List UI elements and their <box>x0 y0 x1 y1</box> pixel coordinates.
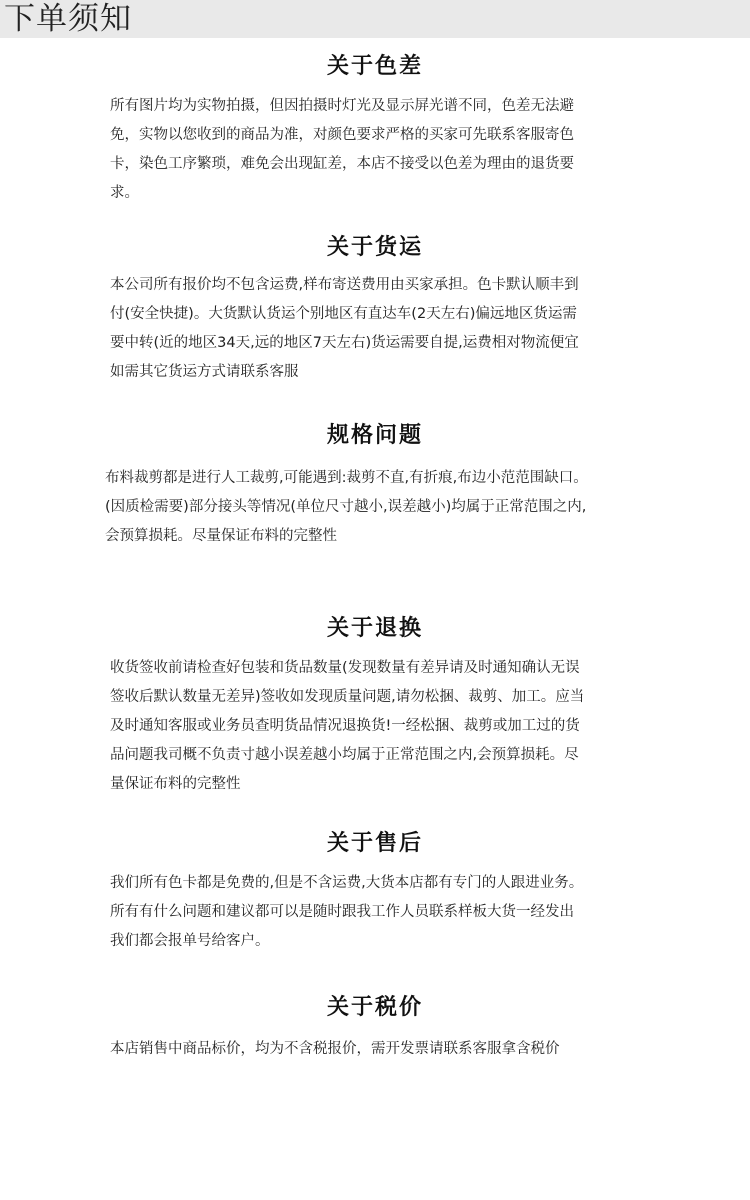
body-line: (因质检需要)部分接头等情况(单位尺寸越小,误差越小)均属于正常范围之内, <box>105 499 587 515</box>
page-title: 下单须知 <box>4 1 132 37</box>
body-line: 要中转(近的地区34天,远的地区7天左右)货运需要自提,运费相对物流便宜 <box>110 335 579 351</box>
body-line: 求。 <box>110 185 139 201</box>
body-line: 品问题我司概不负责寸越小误差越小均属于正常范围之内,会预算损耗。尽 <box>110 747 579 763</box>
body-line: 布料裁剪都是进行人工裁剪,可能遇到:裁剪不直,有折痕,布边小范范围缺口。 <box>105 470 588 486</box>
body-line: 卡，染色工序繁琐，难免会出现缸差，本店不接受以色差为理由的退货要 <box>110 156 574 172</box>
body-line: 签收后默认数量无差异)签收如发现质量问题,请勿松捆、裁剪、加工。应当 <box>110 689 585 705</box>
section-title: 规格问题 <box>326 423 423 448</box>
section-after-sales <box>12 829 738 956</box>
section-body <box>12 92 670 208</box>
section-color-difference <box>12 52 738 208</box>
body-line: 付(安全快捷)。大货默认货运个别地区有直达车(2天左右)偏远地区货运需 <box>110 306 577 322</box>
body-line: 会预算损耗。尽量保证布料的完整性 <box>105 528 337 544</box>
section-title: 关于税价 <box>326 995 423 1020</box>
body-line: 及时通知客服或业务员查明货品情况退换货!一经松捆、裁剪或加工过的货 <box>110 718 580 734</box>
body-line: 免，实物以您收到的商品为准，对颜色要求严格的买家可先联系客服寄色 <box>110 127 574 143</box>
notice-document <box>12 38 738 1108</box>
body-line: 我们都会报单号给客户。 <box>110 933 270 949</box>
body-line: 如需其它货运方式请联系客服 <box>110 364 299 380</box>
body-line: 量保证布料的完整性 <box>110 776 241 792</box>
body-line: 本店销售中商品标价，均为不含税报价，需开发票请联系客服拿含税价 <box>110 1041 560 1057</box>
body-line: 所有图片均为实物拍摄，但因拍摄时灯光及显示屏光谱不同，色差无法避 <box>110 98 574 114</box>
section-body <box>12 654 670 799</box>
body-line: 本公司所有报价均不包含运费,样布寄送费用由买家承担。色卡默认顺丰到 <box>110 277 579 293</box>
body-line: 所有有什么问题和建议都可以是随时跟我工作人员联系样板大货一经发出 <box>110 904 574 920</box>
section-specification <box>12 421 738 551</box>
section-body <box>12 464 725 551</box>
section-title: 关于售后 <box>326 831 423 856</box>
section-body <box>12 271 670 387</box>
section-body <box>12 1035 670 1064</box>
section-body <box>12 869 670 956</box>
section-title: 关于色差 <box>326 54 423 79</box>
section-title: 关于退换 <box>326 616 423 641</box>
body-line: 我们所有色卡都是免费的,但是不含运费,大货本店都有专门的人跟进业务。 <box>110 875 584 891</box>
section-title: 关于货运 <box>326 235 423 260</box>
section-shipping <box>12 233 738 387</box>
body-line: 收货签收前请检查好包装和货品数量(发现数量有差异请及时通知确认无误 <box>110 660 580 676</box>
section-returns <box>12 614 738 799</box>
section-tax-price <box>12 993 738 1064</box>
header-bar <box>0 0 750 38</box>
